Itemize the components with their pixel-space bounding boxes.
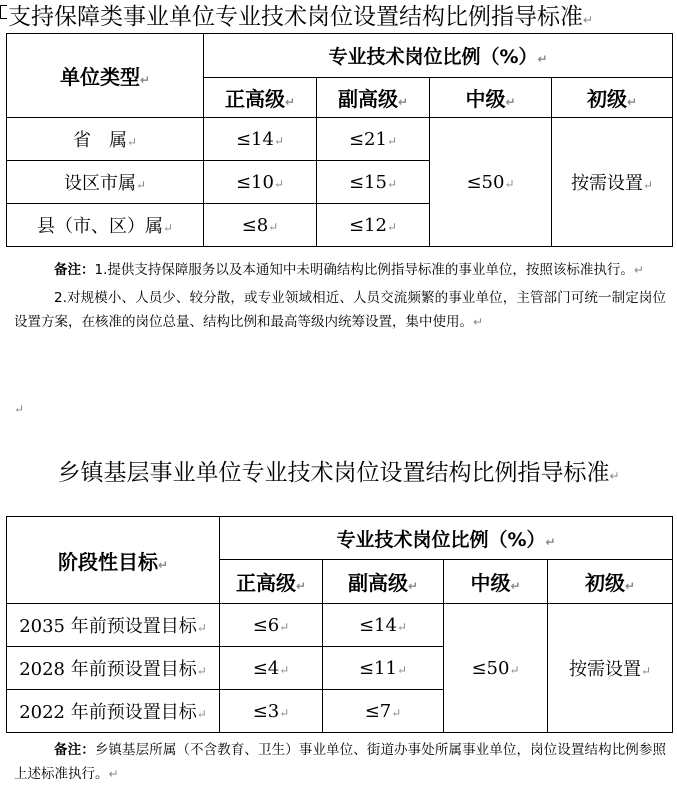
header-junior: 初级↵ bbox=[548, 560, 673, 604]
note2-text: 备注：乡镇基层所属（不含教育、卫生）事业单位、街道办事处所属事业单位，岗位设置结构比例参照上述标准执行。↵ bbox=[14, 742, 667, 782]
senior-value: ≤4↵ bbox=[220, 647, 323, 690]
junior-value: 按需设置↵ bbox=[548, 604, 673, 733]
table1-title: 支持保障类事业单位专业技术岗位设置结构比例指导标准↵ bbox=[8, 4, 594, 30]
header-unit-type: 单位类型↵ bbox=[7, 34, 204, 118]
senior-value: ≤14↵ bbox=[204, 118, 317, 161]
header-senior: 正高级↵ bbox=[204, 78, 317, 118]
header-stage: 阶段性目标↵ bbox=[7, 517, 220, 604]
row-label: 2035 年前预设置目标↵ bbox=[7, 604, 220, 647]
township-units-ratio-table bbox=[6, 516, 673, 733]
table-row bbox=[7, 118, 673, 161]
header-middle: 中级↵ bbox=[430, 78, 552, 118]
header-vice-senior: 副高级↵ bbox=[317, 78, 430, 118]
vice-senior-value: ≤14↵ bbox=[323, 604, 444, 647]
table-row bbox=[7, 604, 673, 647]
table-anchor-mark bbox=[0, 5, 7, 19]
header-senior: 正高级↵ bbox=[220, 560, 323, 604]
senior-value: ≤10↵ bbox=[204, 161, 317, 204]
table2-title: 乡镇基层事业单位专业技术岗位设置结构比例指导标准↵ bbox=[57, 460, 620, 486]
note1-item2: 2.对规模小、人员少、较分散，或专业领域相近、人员交流频繁的事业单位，主管部门可统一制定岗位设置方案，在核准的岗位总量、结构比例和最高等级内统筹设置，集中使用。↵ bbox=[14, 290, 666, 330]
vice-senior-value: ≤7↵ bbox=[323, 690, 444, 733]
senior-value: ≤6↵ bbox=[220, 604, 323, 647]
table2-notes bbox=[14, 738, 666, 786]
vice-senior-value: ≤15↵ bbox=[317, 161, 430, 204]
paragraph-mark: ↵ bbox=[14, 402, 25, 416]
row-label: 省 属↵ bbox=[7, 118, 204, 161]
middle-value: ≤50↵ bbox=[444, 604, 548, 733]
header-ratio: 专业技术岗位比例（%）↵ bbox=[204, 34, 673, 78]
table1-notes bbox=[14, 258, 666, 334]
junior-value: 按需设置↵ bbox=[552, 118, 673, 247]
senior-value: ≤8↵ bbox=[204, 204, 317, 247]
vice-senior-value: ≤21↵ bbox=[317, 118, 430, 161]
row-label: 2028 年前预设置目标↵ bbox=[7, 647, 220, 690]
note1-item1: 备注：1.提供支持保障服务以及本通知中未明确结构比例指导标准的事业单位，按照该标准执行。↵ bbox=[54, 262, 644, 278]
row-label: 设区市属↵ bbox=[7, 161, 204, 204]
header-ratio: 专业技术岗位比例（%）↵ bbox=[220, 517, 673, 560]
vice-senior-value: ≤12↵ bbox=[317, 204, 430, 247]
header-middle: 中级↵ bbox=[444, 560, 548, 604]
header-vice-senior: 副高级↵ bbox=[323, 560, 444, 604]
senior-value: ≤3↵ bbox=[220, 690, 323, 733]
vice-senior-value: ≤11↵ bbox=[323, 647, 444, 690]
row-label: 2022 年前预设置目标↵ bbox=[7, 690, 220, 733]
row-label: 县（市、区）属↵ bbox=[7, 204, 204, 247]
middle-value: ≤50↵ bbox=[430, 118, 552, 247]
support-units-ratio-table bbox=[6, 33, 673, 247]
header-junior: 初级↵ bbox=[552, 78, 673, 118]
